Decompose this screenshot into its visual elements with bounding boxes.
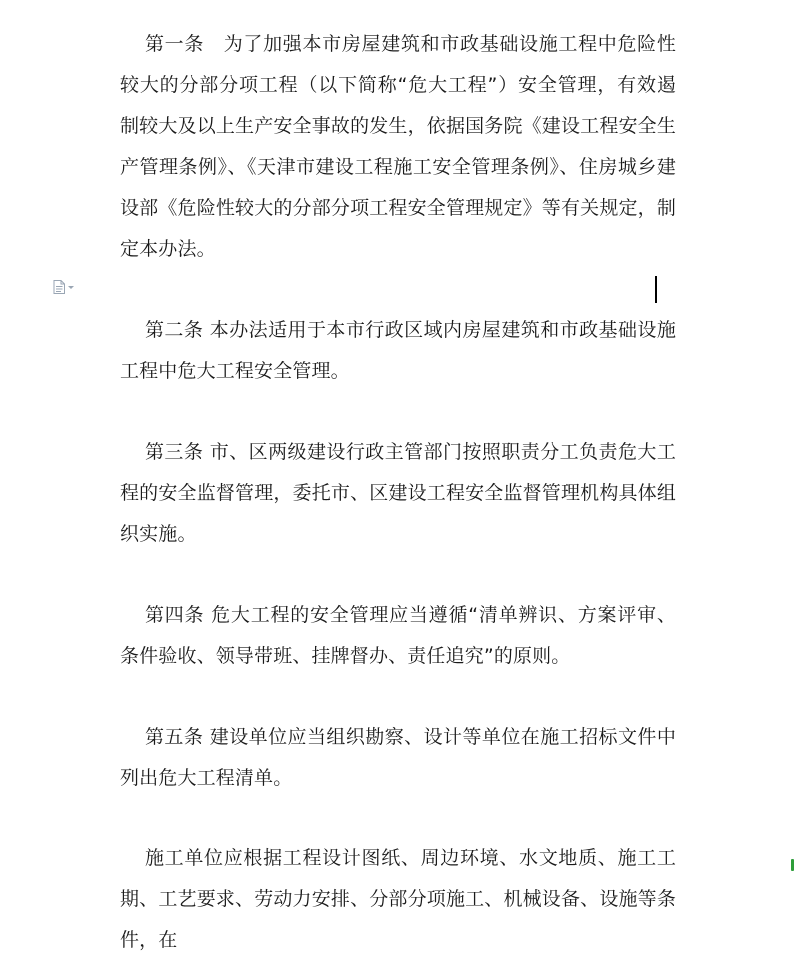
- article-3-paragraph: 第三条 市、区两级建设行政主管部门按照职责分工负责危大工程的安全监督管理，委托市、区建设工程安全监督管理机构具体组织实施。: [120, 441, 676, 545]
- paragraph-marker[interactable]: [53, 280, 81, 294]
- document-page-icon: [53, 280, 65, 294]
- article-2-paragraph: 第二条 本办法适用于本市行政区域内房屋建筑和市政基础设施工程中危大工程安全管理。: [120, 319, 676, 382]
- construction-unit-paragraph: 施工单位应根据工程设计图纸、周边环境、水文地质、施工工期、工艺要求、劳动力安排、分部分项施工、机械设备、设施等条件，在: [120, 847, 676, 951]
- caret-down-icon[interactable]: [68, 286, 74, 289]
- article-5-paragraph: 第五条 建设单位应当组织勘察、设计等单位在施工招标文件中列出危大工程清单。: [120, 726, 676, 789]
- article-4-paragraph: 第四条 危大工程的安全管理应当遵循“清单辨识、方案评审、条件验收、领导带班、挂牌督办、责任追究”的原则。: [120, 604, 676, 667]
- document-body[interactable]: [120, 24, 676, 961]
- article-1-paragraph: 第一条 为了加强本市房屋建筑和市政基础设施工程中危险性较大的分部分项工程（以下简称“危大工程”）安全管理，有效遏制较大及以上生产安全事故的发生，依据国务院《建设工程安全生产管理条例》、《天津市建设工程施工安全管理条例》、住房城乡建设部《危险性较大的分部分项工程安全管理规定》等有关规定，制定本办法。: [120, 33, 676, 260]
- edge-marker: [791, 859, 794, 871]
- text-cursor: [655, 276, 657, 303]
